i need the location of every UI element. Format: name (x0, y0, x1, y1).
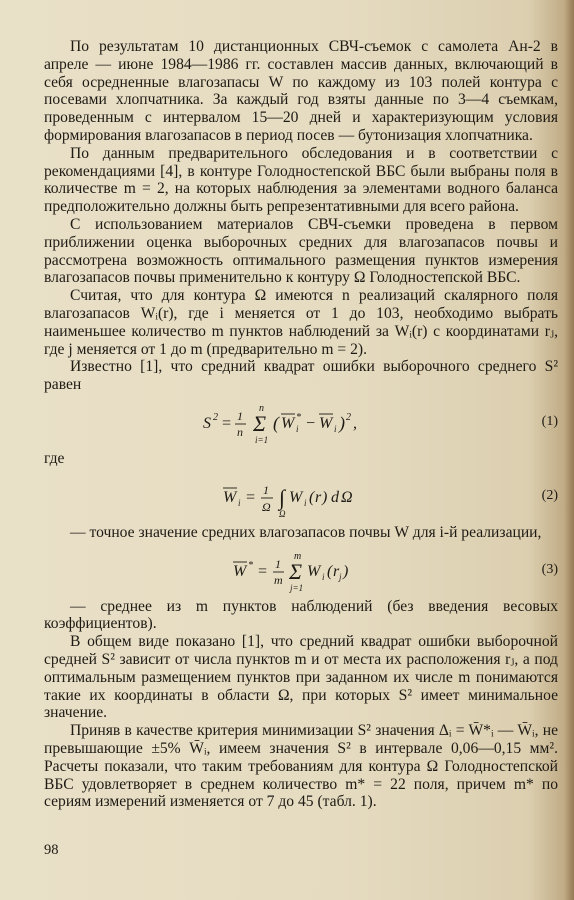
body-text (44, 38, 558, 811)
svg-text:m: m (274, 572, 283, 587)
svg-text:Ω: Ω (262, 499, 271, 514)
svg-text:=: = (245, 488, 256, 506)
svg-text:=: = (257, 562, 268, 580)
svg-text:i: i (304, 497, 307, 508)
paragraph-8: — среднее из m пунктов наблюдений (без введения весовых коэффициентов). (44, 597, 558, 633)
svg-text:): ) (343, 562, 349, 580)
svg-text:W: W (281, 414, 295, 432)
svg-text:(: ( (309, 488, 315, 506)
svg-text:i: i (238, 497, 241, 508)
paragraph-2: По данным предварительного обследования и в соответствии с рекомендациями [4], в контуре Голодностепской ВБС были выбраны поля в количестве m = 2, на которых наблюдения за элементами водного баланса предположительно должны быть репрезентативными для всего района. (44, 144, 558, 216)
svg-text:1: 1 (275, 556, 281, 571)
svg-text:i=1: i=1 (255, 434, 269, 445)
svg-text:*: * (248, 559, 253, 571)
formula-3-number: (3) (541, 561, 558, 577)
svg-text:Σ: Σ (253, 410, 267, 436)
formula-2-number: (2) (541, 487, 558, 503)
svg-text:W: W (233, 562, 247, 580)
svg-text:S: S (203, 414, 211, 432)
paragraph-3: С использованием материалов СВЧ-съемки проведена в первом приближении оценка выборочных средних для влагозапасов почвы и рассмотрена возможность оптимального размещения пунктов измерения влагозапасов почвы применительно к контуру Ω Голодностепской ВБС. (44, 215, 558, 287)
svg-text:∫: ∫ (279, 484, 286, 510)
svg-text:Ω: Ω (279, 508, 286, 519)
svg-text:(: ( (327, 562, 333, 580)
paragraph-4: Считая, что для контура Ω имеются n реализаций скалярного поля влагозапасов Wᵢ(r), где i меняется от 1 до 103, необходимо выбрать наименьшее количество m пунктов наблюдений за Wᵢ(r) с координатами rⱼ, где j меняется от 1 до m (предварительно m = 2). (44, 287, 558, 358)
svg-text:W: W (307, 562, 321, 580)
svg-text:r: r (333, 562, 340, 580)
svg-text:n: n (237, 424, 243, 439)
svg-text:W: W (223, 488, 237, 506)
svg-text:n: n (259, 402, 264, 414)
svg-text:W: W (319, 414, 333, 432)
svg-text:i: i (296, 423, 299, 434)
paragraph-6: где (44, 449, 65, 467)
paragraph-9: В общем виде показано [1], что средний квадрат ошибки выборочной средней S² зависит от числа пунктов m и от места их расположения rⱼ, а под оптимальным размещением пунктов при заданном их числе m понимаются такие их координаты в области Ω, при которых S² имеет минимальное значение. (44, 633, 558, 722)
svg-text:−: − (305, 414, 316, 432)
formula-3 (44, 546, 558, 594)
svg-text:*: * (296, 411, 301, 423)
formula-1-graphic (201, 398, 401, 446)
formula-2 (44, 472, 558, 520)
svg-text:j: j (339, 571, 342, 582)
formula-1-number: (1) (541, 414, 558, 430)
paragraph-10: Приняв в качестве критерия минимизации S² значения Δᵢ = W̄*ᵢ — W̄ᵢ, не превышающие ±5% W̄ᵢ, имеем значения S² в интервале 0,06—0,15 мм². Расчеты показали, что таким требованиям для контура Ω Голодностепской ВБС удовлетворяет в среднем количество m* = 22 поля, причем m* по сериям измерений изменяется от 7 до 45 (табл. 1). (44, 722, 558, 811)
formula-1 (44, 398, 558, 446)
svg-text:Ω: Ω (341, 488, 353, 506)
paragraph-1: По результатам 10 дистанционных СВЧ-съемок с самолета Ан-2 в апреле — июне 1984—1986 гг. составлен массив данных, включающий в себя осредненные влагозапасы W по каждому из 103 полей контура с посевами хлопчатника. За каждый год взяты данные по 3—4 съемкам, проведенным с интервалом 15—20 дней и характеризующим условия формирования влагозапасов в период посев — бутонизация хлопчатника. (44, 38, 558, 144)
svg-text:): ) (322, 488, 328, 506)
formula-2-graphic (221, 472, 381, 520)
svg-text:): ) (339, 412, 345, 433)
svg-text:m: m (294, 550, 302, 562)
svg-text:(: ( (273, 412, 279, 433)
svg-text:1: 1 (263, 482, 269, 497)
paragraph-5: Известно [1], что средний квадрат ошибки выборочного среднего S² равен (44, 358, 558, 394)
svg-text:,: , (353, 414, 357, 432)
book-spine-shadow (564, 0, 574, 900)
svg-text:2: 2 (346, 411, 351, 423)
formula-3-graphic (231, 546, 371, 594)
svg-text:i: i (334, 423, 337, 434)
svg-text:W: W (289, 488, 303, 506)
svg-text:i: i (322, 571, 325, 582)
svg-text:d: d (331, 488, 339, 506)
svg-text:1: 1 (237, 408, 243, 423)
paragraph-7: — точное значение средних влагозапасов почвы W для i-й реализации, (70, 523, 542, 541)
svg-text:2: 2 (213, 411, 218, 423)
svg-text:r: r (315, 488, 322, 506)
svg-text:Σ: Σ (289, 558, 303, 584)
svg-text:=: = (221, 414, 232, 432)
page-number: 98 (44, 842, 59, 858)
svg-text:j=1: j=1 (290, 582, 304, 593)
